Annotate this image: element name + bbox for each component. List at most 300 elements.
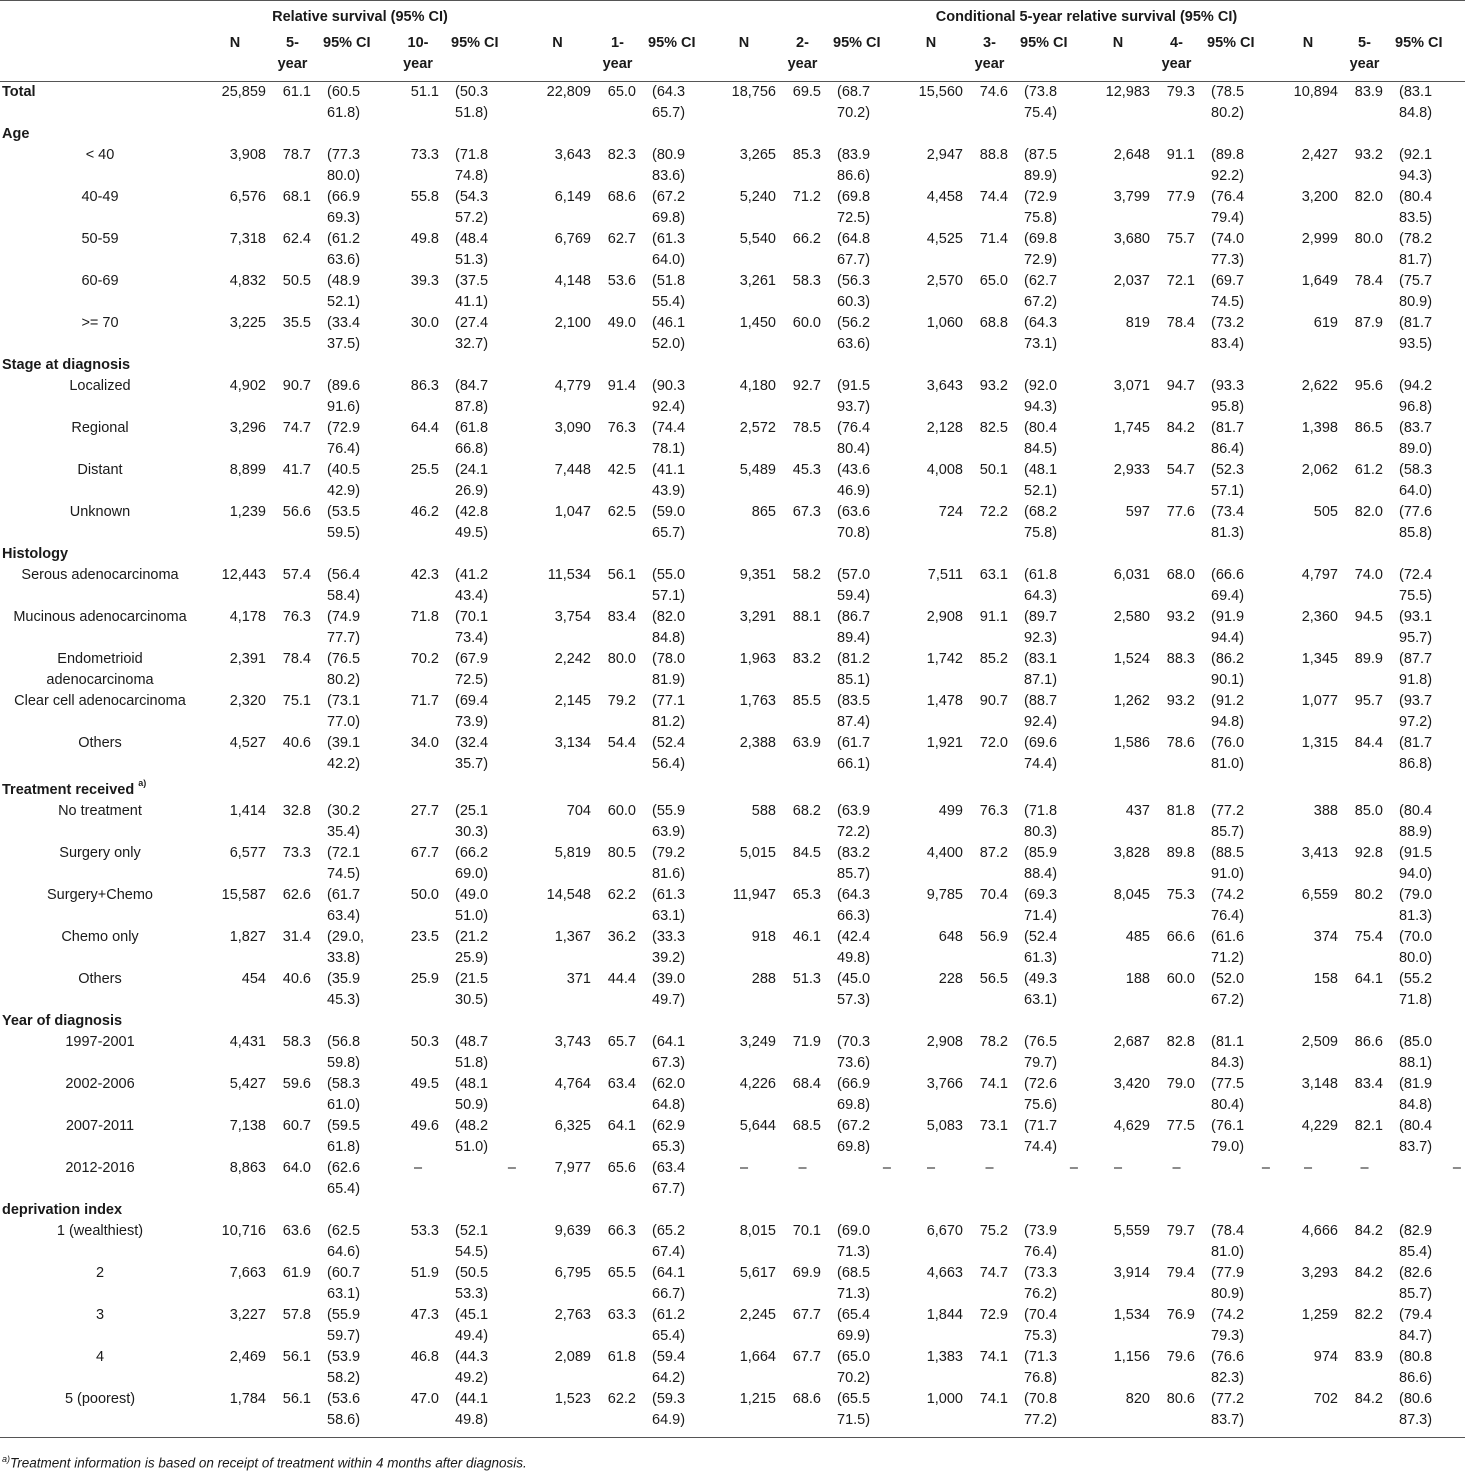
ci-cell: (81.7 93.5) bbox=[1399, 315, 1433, 352]
value-cell: 60.0 bbox=[607, 802, 636, 819]
value-cell: 68.5 bbox=[792, 1117, 821, 1134]
value-cell: 2,089 bbox=[554, 1348, 591, 1365]
table-row bbox=[0, 885, 1465, 927]
row-label: 5 (poorest) bbox=[64, 1390, 136, 1407]
ci-cell: (48.2 51.0) bbox=[455, 1117, 489, 1155]
table-row bbox=[0, 733, 1465, 775]
ci-cell: (60.5 61.8) bbox=[327, 84, 361, 121]
value-cell: 6,576 bbox=[229, 189, 266, 205]
value-cell: 46.8 bbox=[410, 1348, 439, 1365]
column-header: N bbox=[229, 35, 241, 51]
value-cell: 63.6 bbox=[282, 1222, 311, 1239]
value-cell: – bbox=[1303, 1159, 1313, 1176]
ci-cell: (76.6 82.3) bbox=[1211, 1348, 1245, 1386]
value-cell: 32.8 bbox=[282, 802, 311, 819]
value-cell: 7,511 bbox=[927, 567, 963, 583]
value-cell: 4,226 bbox=[739, 1075, 776, 1092]
value-cell: 76.3 bbox=[607, 420, 636, 436]
ci-cell: (91.2 94.8) bbox=[1211, 693, 1245, 730]
value-cell: 505 bbox=[1313, 504, 1338, 520]
ci-cell: (91.9 94.4) bbox=[1211, 609, 1245, 646]
value-cell: 62.7 bbox=[607, 231, 636, 247]
value-cell: 4,178 bbox=[229, 609, 266, 625]
ci-cell: (67.9 72.5) bbox=[455, 651, 489, 688]
value-cell: 84.4 bbox=[1354, 735, 1383, 751]
value-cell: 3,828 bbox=[1113, 844, 1150, 861]
ci-cell: (76.5 80.2) bbox=[327, 651, 361, 688]
value-cell: 1,921 bbox=[926, 735, 963, 751]
column-header: N bbox=[1302, 35, 1314, 51]
ci-cell: – bbox=[1452, 1159, 1461, 1176]
value-cell: 44.4 bbox=[607, 970, 636, 987]
value-cell: 77.5 bbox=[1166, 1117, 1195, 1134]
ci-cell: (72.1 74.5) bbox=[327, 844, 361, 882]
value-cell: 5,540 bbox=[739, 231, 776, 247]
value-cell: 3,754 bbox=[554, 609, 591, 625]
table-row bbox=[0, 376, 1465, 418]
column-header: 95% CI bbox=[648, 35, 696, 51]
ci-cell: (71.8 74.8) bbox=[455, 147, 489, 184]
section-header-row bbox=[0, 544, 1465, 565]
value-cell: 62.4 bbox=[282, 231, 311, 247]
value-cell: 61.1 bbox=[282, 84, 311, 100]
ci-cell: (42.8 49.5) bbox=[455, 504, 489, 541]
ci-cell: (78.0 81.9) bbox=[652, 651, 686, 688]
value-cell: 41.7 bbox=[282, 462, 311, 478]
ci-cell: (77.1 81.2) bbox=[652, 693, 686, 730]
table-row bbox=[0, 843, 1465, 885]
value-cell: 2,145 bbox=[554, 693, 591, 709]
ci-cell: (72.4 75.5) bbox=[1399, 567, 1433, 604]
ci-cell: (25.1 30.3) bbox=[455, 802, 489, 840]
value-cell: 27.7 bbox=[410, 802, 439, 819]
value-cell: 64.1 bbox=[607, 1117, 636, 1134]
footnote-text: Treatment information is based on receipt of treatment within 4 months after diagnosis. bbox=[10, 1455, 527, 1471]
row-label: 2002-2006 bbox=[65, 1075, 135, 1092]
section-header-row bbox=[0, 1011, 1465, 1032]
value-cell: 25,859 bbox=[221, 84, 266, 100]
ci-cell: (48.9 52.1) bbox=[327, 273, 361, 310]
value-cell: 84.2 bbox=[1166, 420, 1195, 436]
ci-cell: (83.7 89.0) bbox=[1399, 420, 1433, 457]
ci-cell: (83.2 85.7) bbox=[837, 844, 871, 882]
ci-cell: (44.1 49.8) bbox=[455, 1390, 489, 1428]
value-cell: 93.2 bbox=[1166, 609, 1195, 625]
value-cell: 79.0 bbox=[1166, 1075, 1195, 1092]
value-cell: 53.6 bbox=[607, 273, 636, 289]
value-cell: 49.8 bbox=[410, 231, 439, 247]
value-cell: 4,527 bbox=[229, 735, 266, 751]
ci-cell: (21.5 30.5) bbox=[455, 970, 489, 1008]
ci-cell: (81.7 86.8) bbox=[1399, 735, 1433, 772]
row-label: Unknown bbox=[69, 504, 131, 520]
ci-cell: (73.2 83.4) bbox=[1211, 315, 1245, 352]
column-header: N bbox=[925, 35, 937, 51]
value-cell: 1,534 bbox=[1113, 1306, 1150, 1323]
ci-cell: (80.6 87.3) bbox=[1399, 1390, 1433, 1428]
table-row bbox=[0, 502, 1465, 544]
ci-cell: (49.3 63.1) bbox=[1024, 970, 1058, 1008]
value-cell: 25.5 bbox=[410, 462, 439, 478]
value-cell: 71.2 bbox=[792, 189, 821, 205]
ci-cell: (59.5 61.8) bbox=[327, 1117, 361, 1155]
value-cell: 3,413 bbox=[1301, 844, 1338, 861]
ci-cell: (80.4 84.5) bbox=[1024, 420, 1058, 457]
ci-cell: (33.4 37.5) bbox=[327, 315, 361, 352]
value-cell: 7,448 bbox=[554, 462, 591, 478]
value-cell: 7,318 bbox=[229, 231, 266, 247]
ci-cell: (83.1 87.1) bbox=[1024, 651, 1058, 688]
value-cell: 499 bbox=[938, 802, 963, 819]
value-cell: 71.4 bbox=[979, 231, 1008, 247]
value-cell: 5,617 bbox=[739, 1264, 776, 1281]
ci-cell: (70.3 73.6) bbox=[837, 1033, 871, 1071]
value-cell: 1,414 bbox=[229, 802, 266, 819]
value-cell: 82.2 bbox=[1354, 1306, 1383, 1323]
value-cell: 3,200 bbox=[1301, 189, 1338, 205]
ci-cell: (70.1 73.4) bbox=[455, 609, 489, 646]
value-cell: 61.8 bbox=[607, 1348, 636, 1365]
value-cell: 40.6 bbox=[282, 735, 311, 751]
value-cell: 2,908 bbox=[926, 1033, 963, 1050]
ci-cell: (69.8 72.5) bbox=[837, 189, 871, 226]
section-title: Treatment received bbox=[2, 781, 135, 798]
value-cell: 56.5 bbox=[979, 970, 1008, 987]
ci-cell: (60.7 63.1) bbox=[327, 1264, 361, 1302]
ci-cell: (69.4 73.9) bbox=[455, 693, 489, 730]
ci-cell: (64.3 66.3) bbox=[837, 886, 871, 924]
table-row bbox=[0, 607, 1465, 649]
section-header-row bbox=[0, 1200, 1465, 1221]
value-cell: 79.7 bbox=[1166, 1222, 1195, 1239]
value-cell: 91.1 bbox=[1166, 147, 1195, 163]
ci-cell: (72.9 75.8) bbox=[1024, 189, 1058, 226]
row-label: 40-49 bbox=[81, 189, 119, 205]
value-cell: 3,643 bbox=[554, 147, 591, 163]
table-row bbox=[0, 1221, 1465, 1263]
value-cell: 1,784 bbox=[229, 1390, 266, 1407]
ci-cell: (81.1 84.3) bbox=[1211, 1033, 1245, 1071]
value-cell: 820 bbox=[1125, 1390, 1150, 1407]
ci-cell: (77.6 85.8) bbox=[1399, 504, 1433, 541]
value-cell: 65.0 bbox=[607, 84, 636, 100]
value-cell: 2,572 bbox=[739, 420, 776, 436]
value-cell: 3,148 bbox=[1301, 1075, 1338, 1092]
value-cell: 1,523 bbox=[554, 1390, 591, 1407]
value-cell: 86.6 bbox=[1354, 1033, 1383, 1050]
value-cell: 90.7 bbox=[282, 378, 311, 394]
value-cell: 75.7 bbox=[1166, 231, 1195, 247]
value-cell: 93.2 bbox=[1166, 693, 1195, 709]
value-cell: 974 bbox=[1313, 1348, 1338, 1365]
ci-cell: (69.6 74.4) bbox=[1024, 735, 1058, 772]
value-cell: 4,666 bbox=[1301, 1222, 1338, 1239]
value-cell: 82.1 bbox=[1354, 1117, 1383, 1134]
value-cell: 87.9 bbox=[1354, 315, 1383, 331]
value-cell: 61.2 bbox=[1354, 462, 1383, 478]
ci-cell: (83.1 84.8) bbox=[1399, 84, 1433, 121]
value-cell: 724 bbox=[938, 504, 963, 520]
column-header: 3-year bbox=[974, 35, 1005, 72]
value-cell: 74.1 bbox=[979, 1390, 1008, 1407]
value-cell: 5,015 bbox=[739, 844, 776, 861]
value-cell: 80.0 bbox=[607, 651, 636, 667]
table-row bbox=[0, 313, 1465, 355]
value-cell: 702 bbox=[1313, 1390, 1338, 1407]
section-header-row bbox=[0, 355, 1465, 376]
value-cell: 2,648 bbox=[1113, 147, 1150, 163]
value-cell: 1,367 bbox=[554, 928, 591, 945]
column-header: 5-year bbox=[277, 35, 308, 72]
ci-cell: (81.9 84.8) bbox=[1399, 1075, 1433, 1113]
value-cell: 4,779 bbox=[554, 378, 591, 394]
value-cell: 62.5 bbox=[607, 504, 636, 520]
value-cell: 71.7 bbox=[410, 693, 439, 709]
value-cell: 4,229 bbox=[1301, 1117, 1338, 1134]
ci-cell: (91.5 94.0) bbox=[1399, 844, 1433, 882]
value-cell: 69.5 bbox=[792, 84, 821, 100]
value-cell: 67.7 bbox=[792, 1306, 821, 1323]
value-cell: 6,559 bbox=[1301, 886, 1338, 903]
value-cell: 39.3 bbox=[410, 273, 439, 289]
ci-cell: (62.7 67.2) bbox=[1024, 273, 1058, 310]
value-cell: 51.1 bbox=[410, 84, 439, 100]
ci-cell: (41.2 43.4) bbox=[455, 567, 489, 604]
column-header: 5-year bbox=[1349, 35, 1380, 72]
value-cell: 371 bbox=[566, 970, 591, 987]
ci-cell: (74.2 79.3) bbox=[1211, 1306, 1245, 1344]
value-cell: 12,983 bbox=[1105, 84, 1150, 100]
value-cell: 76.3 bbox=[282, 609, 311, 625]
ci-cell: (79.4 84.7) bbox=[1399, 1306, 1433, 1344]
table-row bbox=[0, 82, 1465, 125]
ci-cell: (93.7 97.2) bbox=[1399, 693, 1433, 730]
value-cell: 3,225 bbox=[229, 315, 266, 331]
value-cell: 1,239 bbox=[229, 504, 266, 520]
value-cell: 1,649 bbox=[1301, 273, 1338, 289]
value-cell: 84.2 bbox=[1354, 1222, 1383, 1239]
value-cell: 68.4 bbox=[792, 1075, 821, 1092]
value-cell: 49.0 bbox=[607, 315, 636, 331]
value-cell: 4,148 bbox=[554, 273, 591, 289]
value-cell: 8,899 bbox=[229, 462, 266, 478]
ci-cell: (52.1 54.5) bbox=[455, 1222, 489, 1260]
ci-cell: (44.3 49.2) bbox=[455, 1348, 489, 1386]
table-row bbox=[0, 187, 1465, 229]
table-body bbox=[0, 82, 1465, 1438]
ci-cell: (52.3 57.1) bbox=[1211, 462, 1245, 499]
value-cell: 49.5 bbox=[410, 1075, 439, 1092]
ci-cell: (61.2 63.6) bbox=[327, 231, 361, 268]
value-cell: 74.7 bbox=[979, 1264, 1008, 1281]
ci-cell: (62.0 64.8) bbox=[652, 1075, 686, 1113]
column-header: 2-year bbox=[787, 35, 818, 72]
value-cell: 5,427 bbox=[229, 1075, 266, 1092]
value-cell: 5,819 bbox=[554, 844, 591, 861]
value-cell: 228 bbox=[938, 970, 963, 987]
table-row bbox=[0, 565, 1465, 607]
value-cell: 1,259 bbox=[1301, 1306, 1338, 1323]
value-cell: 88.3 bbox=[1166, 651, 1195, 667]
value-cell: 72.0 bbox=[979, 735, 1008, 751]
ci-cell: (64.1 66.7) bbox=[652, 1264, 686, 1302]
value-cell: 10,716 bbox=[221, 1222, 266, 1239]
value-cell: 65.7 bbox=[607, 1033, 636, 1050]
value-cell: 10,894 bbox=[1293, 84, 1338, 100]
value-cell: 60.0 bbox=[792, 315, 821, 331]
row-label: >= 70 bbox=[81, 315, 119, 331]
value-cell: 89.8 bbox=[1166, 844, 1195, 861]
value-cell: 82.0 bbox=[1354, 504, 1383, 520]
bottom-rule bbox=[0, 1431, 1465, 1438]
ci-cell: (64.3 73.1) bbox=[1024, 315, 1058, 352]
value-cell: 2,128 bbox=[926, 420, 963, 436]
row-label: Localized bbox=[69, 378, 131, 394]
section-header-row bbox=[0, 124, 1465, 145]
ci-cell: (78.5 80.2) bbox=[1211, 84, 1245, 121]
value-cell: 4,180 bbox=[739, 378, 776, 394]
value-cell: 85.5 bbox=[792, 693, 821, 709]
value-cell: 91.1 bbox=[979, 609, 1008, 625]
value-cell: 12,443 bbox=[221, 567, 266, 583]
value-cell: 82.0 bbox=[1354, 189, 1383, 205]
value-cell: 81.8 bbox=[1166, 802, 1195, 819]
section-title: Stage at diagnosis bbox=[2, 357, 131, 373]
ci-cell: (74.0 77.3) bbox=[1211, 231, 1245, 268]
ci-cell: (59.0 65.7) bbox=[652, 504, 686, 541]
value-cell: 1,664 bbox=[739, 1348, 776, 1365]
ci-cell: (56.4 58.4) bbox=[327, 567, 361, 604]
ci-cell: (65.2 67.4) bbox=[652, 1222, 686, 1260]
value-cell: 1,586 bbox=[1113, 735, 1150, 751]
table-row bbox=[0, 460, 1465, 502]
section-title: Year of diagnosis bbox=[2, 1012, 123, 1029]
ci-cell: (71.3 76.8) bbox=[1024, 1348, 1058, 1386]
value-cell: 95.7 bbox=[1354, 693, 1383, 709]
ci-cell: (64.8 67.7) bbox=[837, 231, 871, 268]
value-cell: 69.9 bbox=[792, 1264, 821, 1281]
ci-cell: (69.0 71.3) bbox=[837, 1222, 871, 1260]
value-cell: 3,293 bbox=[1301, 1264, 1338, 1281]
row-label: No treatment bbox=[58, 802, 142, 819]
ci-cell: (48.4 51.3) bbox=[455, 231, 489, 268]
value-cell: 1,450 bbox=[739, 315, 776, 331]
value-cell: 67.3 bbox=[792, 504, 821, 520]
value-cell: 82.3 bbox=[607, 147, 636, 163]
ci-cell: (89.7 92.3) bbox=[1024, 609, 1058, 646]
value-cell: 91.4 bbox=[607, 378, 636, 394]
ci-cell: (80.4 88.9) bbox=[1399, 802, 1433, 840]
ci-cell: (66.9 69.3) bbox=[327, 189, 361, 226]
row-label: Regional bbox=[71, 420, 129, 436]
ci-cell: (61.8 66.8) bbox=[455, 420, 489, 457]
value-cell: 78.4 bbox=[1354, 273, 1383, 289]
value-cell: – bbox=[413, 1159, 423, 1176]
value-cell: 80.0 bbox=[1354, 231, 1383, 247]
value-cell: 3,296 bbox=[229, 420, 266, 436]
ci-cell: (77.9 80.9) bbox=[1211, 1264, 1245, 1302]
table-row bbox=[0, 927, 1465, 969]
value-cell: 62.2 bbox=[607, 1390, 636, 1407]
table-row bbox=[0, 801, 1465, 843]
value-cell: 56.1 bbox=[282, 1390, 311, 1407]
ci-cell: (61.6 71.2) bbox=[1211, 928, 1245, 966]
table-row bbox=[0, 1263, 1465, 1305]
value-cell: 75.3 bbox=[1166, 886, 1195, 903]
section-title: Histology bbox=[2, 546, 69, 562]
value-cell: 1,315 bbox=[1301, 735, 1338, 751]
row-label: < 40 bbox=[85, 147, 115, 163]
ci-cell: (77.2 83.7) bbox=[1211, 1390, 1245, 1428]
value-cell: 74.6 bbox=[979, 84, 1008, 100]
value-cell: 2,391 bbox=[229, 651, 266, 667]
value-cell: 70.4 bbox=[979, 886, 1008, 903]
ci-cell: (30.2 35.4) bbox=[327, 802, 361, 840]
ci-cell: (79.0 81.3) bbox=[1399, 886, 1433, 924]
row-label: Chemo only bbox=[61, 928, 139, 945]
ci-cell: (46.1 52.0) bbox=[652, 315, 686, 352]
value-cell: 2,947 bbox=[926, 147, 963, 163]
value-cell: – bbox=[1113, 1159, 1123, 1176]
column-header: N bbox=[1112, 35, 1124, 51]
value-cell: 78.6 bbox=[1166, 735, 1195, 751]
value-cell: 3,291 bbox=[739, 609, 776, 625]
ci-cell: (69.7 74.5) bbox=[1211, 273, 1245, 310]
ci-cell: (51.8 55.4) bbox=[652, 273, 686, 310]
value-cell: 158 bbox=[1313, 970, 1338, 987]
value-cell: 64.1 bbox=[1354, 970, 1383, 987]
value-cell: 57.4 bbox=[282, 567, 311, 583]
ci-cell: (73.1 77.0) bbox=[327, 693, 361, 730]
value-cell: 3,134 bbox=[554, 735, 591, 751]
value-cell: 23.5 bbox=[410, 928, 439, 945]
table-row bbox=[0, 1116, 1465, 1158]
value-cell: 83.4 bbox=[607, 609, 636, 625]
row-label: 3 bbox=[95, 1306, 105, 1323]
value-cell: 74.1 bbox=[979, 1075, 1008, 1092]
ci-cell: (70.4 75.3) bbox=[1024, 1306, 1058, 1344]
ci-cell: (80.8 86.6) bbox=[1399, 1348, 1433, 1386]
value-cell: 1,742 bbox=[926, 651, 963, 667]
ci-cell: (54.3 57.2) bbox=[455, 189, 489, 226]
value-cell: 2,999 bbox=[1301, 231, 1338, 247]
value-cell: 68.2 bbox=[792, 802, 821, 819]
value-cell: 78.2 bbox=[979, 1033, 1008, 1050]
ci-cell: (63.6 70.8) bbox=[837, 504, 871, 541]
value-cell: 83.4 bbox=[1354, 1075, 1383, 1092]
value-cell: 83.2 bbox=[792, 651, 821, 667]
ci-cell: (78.2 81.7) bbox=[1399, 231, 1433, 268]
value-cell: 89.9 bbox=[1354, 651, 1383, 667]
ci-cell: (48.1 52.1) bbox=[1024, 462, 1058, 499]
ci-cell: (73.4 81.3) bbox=[1211, 504, 1245, 541]
value-cell: 77.6 bbox=[1166, 504, 1195, 520]
row-label: Total bbox=[2, 84, 36, 100]
ci-cell: (87.7 91.8) bbox=[1399, 651, 1433, 688]
value-cell: 92.7 bbox=[792, 378, 821, 394]
value-cell: 83.9 bbox=[1354, 84, 1383, 100]
ci-cell: (43.6 46.9) bbox=[837, 462, 871, 499]
table-row bbox=[0, 1305, 1465, 1347]
value-cell: 9,639 bbox=[554, 1222, 591, 1239]
section-header-row bbox=[0, 775, 1465, 801]
ci-cell: (57.0 59.4) bbox=[837, 567, 871, 604]
ci-cell: (89.8 92.2) bbox=[1211, 147, 1245, 184]
ci-cell: (80.4 83.5) bbox=[1399, 189, 1433, 226]
table-row bbox=[0, 1074, 1465, 1116]
value-cell: 82.5 bbox=[979, 420, 1008, 436]
ci-cell: (61.8 64.3) bbox=[1024, 567, 1058, 604]
